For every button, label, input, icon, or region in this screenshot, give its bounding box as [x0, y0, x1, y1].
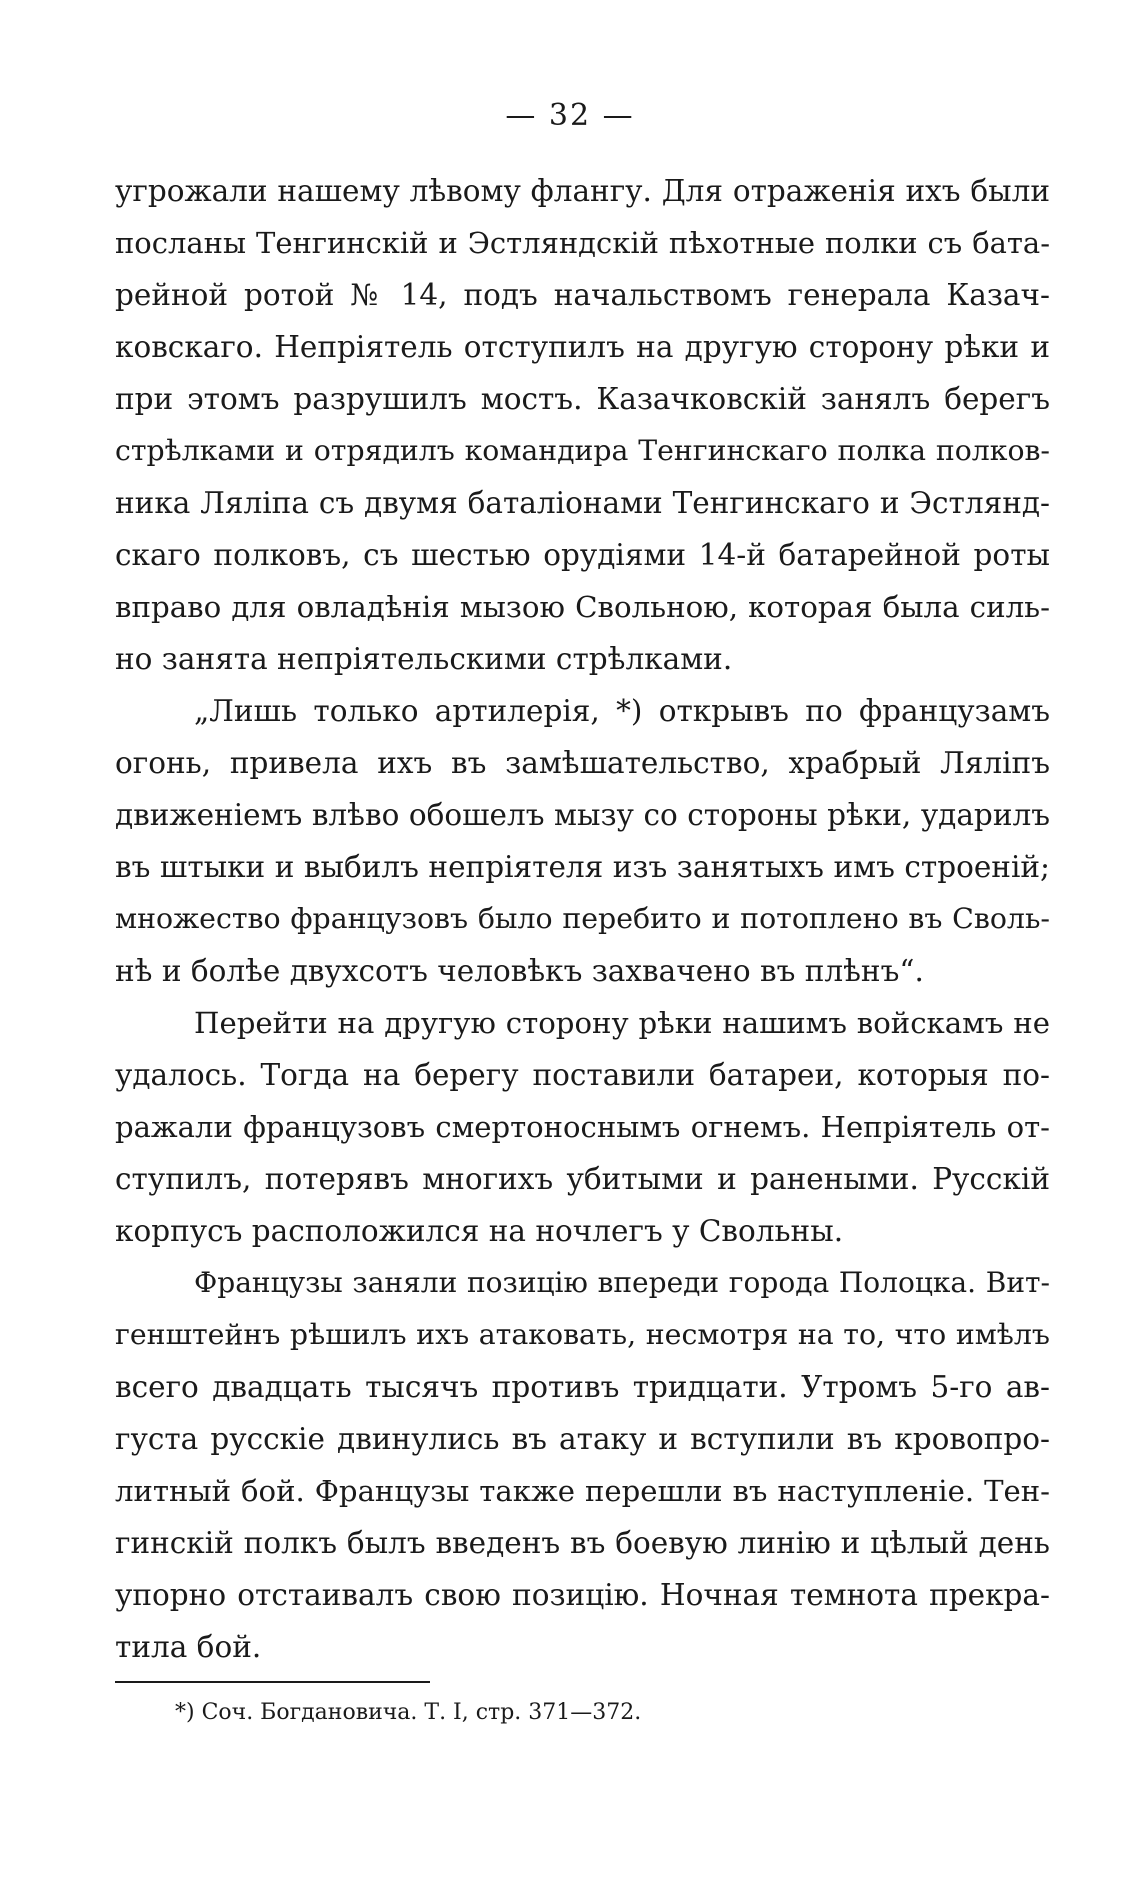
text-line: литный бой. Французы также перешли въ наступленіе. Тен-	[115, 1474, 1050, 1508]
text-line: Французы заняли позицію впереди города Полоцка. Вит-	[194, 1266, 1050, 1299]
text-line: корпусъ расположился на ночлегъ у Свольны.	[115, 1214, 844, 1248]
text-line: ражали французовъ смертоноснымъ огнемъ. Непріятель от-	[115, 1110, 1050, 1144]
text-line: всего двадцать тысячъ противъ тридцати. Утромъ 5-го ав-	[115, 1370, 1050, 1404]
page-number: — 32 —	[505, 98, 635, 133]
footnote-divider	[115, 1681, 430, 1683]
text-line: ступилъ, потерявъ многихъ убитыми и ранеными. Русскій	[115, 1162, 1050, 1196]
text-line: стрѣлками и отрядилъ командира Тенгинскаго полка полков-	[115, 434, 1050, 467]
text-line: „Лишь только артилерія, *) открывъ по французамъ	[194, 694, 1050, 728]
text-line: множество французовъ было перебито и потоплено въ Своль-	[115, 902, 1050, 935]
text-line: нѣ и болѣе двухсотъ человѣкъ захвачено въ плѣнъ“.	[115, 954, 924, 988]
text-line: посланы Тенгинскій и Эстляндскій пѣхотные полки съ бата-	[115, 226, 1050, 260]
text-line: густа русскіе двинулись въ атаку и вступили въ кровопро-	[115, 1422, 1050, 1456]
text-line: скаго полковъ, съ шестью орудіями 14-й батарейной роты	[115, 538, 1050, 572]
text-line: при этомъ разрушилъ мостъ. Казачковскій занялъ берегъ	[115, 382, 1050, 416]
text-line: угрожали нашему лѣвому флангу. Для отраженія ихъ были	[115, 174, 1050, 208]
text-line: въ штыки и выбилъ непріятеля изъ занятыхъ имъ строеній;	[115, 850, 1050, 884]
text-line: упорно отстаивалъ свою позицію. Ночная темнота прекра-	[115, 1578, 1050, 1612]
text-line: движеніемъ влѣво обошелъ мызу со стороны рѣки, ударилъ	[115, 798, 1050, 832]
footnote: *) Соч. Богдановича. Т. I, стр. 371—372.	[175, 1700, 642, 1725]
text-line: рейной ротой № 14, подъ начальствомъ генерала Казач-	[115, 278, 1050, 312]
text-line: ника Ляліпа съ двумя баталіонами Тенгинскаго и Эстлянд-	[115, 486, 1050, 520]
text-line: ковскаго. Непріятель отступилъ на другую сторону рѣки и	[115, 330, 1050, 364]
text-line: генштейнъ рѣшилъ ихъ атаковать, несмотря на то, что имѣлъ	[115, 1318, 1050, 1351]
text-line: Перейти на другую сторону рѣки нашимъ войскамъ не	[194, 1006, 1050, 1040]
text-line: гинскій полкъ былъ введенъ въ боевую линію и цѣлый день	[115, 1526, 1050, 1560]
text-line: тила бой.	[115, 1630, 262, 1664]
text-line: удалось. Тогда на берегу поставили батареи, которыя по-	[115, 1058, 1050, 1092]
text-line: но занята непріятельскими стрѣлками.	[115, 642, 733, 676]
body-text	[115, 165, 1050, 1673]
text-line: огонь, привела ихъ въ замѣшательство, храбрый Ляліпъ	[115, 746, 1050, 780]
text-line: вправо для овладѣнія мызою Свольною, которая была силь-	[115, 590, 1050, 624]
